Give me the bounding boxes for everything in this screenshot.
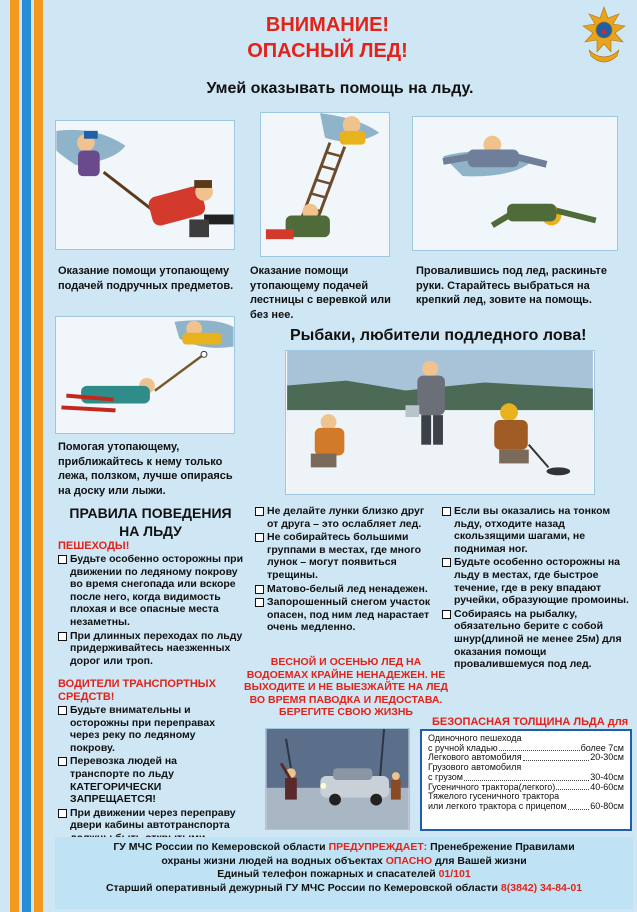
list-item: Запорошенный снегом участок опасен, под ним лед нарастает очень медленно. <box>255 596 435 634</box>
leader-dots <box>464 773 589 781</box>
row-value: 30-40см <box>590 771 624 782</box>
safe-thickness-table <box>420 729 632 831</box>
caption-branch: Оказание помощи утопающему подачей подручных предметов. <box>58 265 234 292</box>
footer-danger: ОПАСНО <box>385 854 433 867</box>
illustration-fishermen <box>285 350 595 495</box>
leader-dots <box>523 753 590 761</box>
footer-line2-a: охраны жизни людей на водных объектах <box>161 854 383 867</box>
list-item: При движении через переправу двери кабины автотранспорта <box>58 807 238 845</box>
footer-phone-label: Единый телефон пожарных и спасателей <box>217 868 436 880</box>
footer-warns: ПРЕДУПРЕЖДАЕТ: <box>328 841 428 853</box>
illustration-branch-rescue <box>55 120 235 250</box>
list-item: При длинных переходах по льду придерживайтесь наезженных дорог или троп. <box>58 630 248 668</box>
footer-line2-b: для Вашей жизни <box>434 854 527 867</box>
table-row: Одиночного пешехода <box>428 733 522 743</box>
footer-duty-phone: 8(3842) 34-84-01 <box>500 881 583 894</box>
footer-line-1 <box>55 841 633 855</box>
stripe-orange <box>10 0 19 912</box>
table-row <box>428 802 624 812</box>
caption-ski: Помогая утопающему, приближайтесь к нему только лежа, ползком, лучше опираясь на доску или лыжи. <box>58 441 233 497</box>
footer-line-4 <box>55 882 633 896</box>
list-item: Собираясь на рыбалку, обязательно берите с собой шнур(длиной не менее 25м) для оказания помощи провалившемуся под лед. <box>442 608 632 671</box>
footer <box>55 837 633 909</box>
list-item: Будьте особенно осторожны на льду в местах, где быстрое течение, где в реку впадают ручейки, образующие промоины. <box>442 556 632 606</box>
season-warning: ВЕСНОЙ И ОСЕНЬЮ ЛЕД НА ВОДОЕМАХ КРАЙНЕ НЕНАДЕЖЕН. НЕ ВЫХОДИТЕ И НЕ ВЫЕЗЖАЙТЕ НА ЛЕД ВО ВРЕМЯ ПАВОДКА И ЛЕДОСТАВА. БЕРЕГИТЕ СВОЮ ЖИЗНЬ <box>243 656 449 719</box>
list-item: Перевозка людей на транспорте по льду КАТЕГОРИЧЕСКИ ЗАПРЕЩАЕТСЯ! <box>58 755 238 805</box>
row-label: Легкового автомобиля <box>428 752 522 763</box>
illustration-spread-arms <box>412 116 618 251</box>
mchs-emblem-icon <box>575 4 633 70</box>
row-label: с ручной кладью <box>428 742 498 753</box>
table-row: Тяжелого гусеничного трактора <box>428 791 560 802</box>
fishermen-title: Рыбаки, любители подледного лова! <box>290 327 587 344</box>
footer-line-3 <box>55 868 633 882</box>
middle-rules-list <box>255 505 435 635</box>
illustration-car-on-ice <box>265 728 410 830</box>
row-label: или легкого трактора с прицепом <box>428 800 567 811</box>
rules-title: ПРАВИЛА ПОВЕДЕНИЯ НА ЛЬДУ <box>69 505 232 539</box>
list-item: Если вы оказались на тонком льду, отходите назад скользящими шагами, не поднимая ног. <box>442 505 632 555</box>
right-rules-list <box>442 505 632 672</box>
row-label: Гусеничного трактора(легкого) <box>428 781 556 792</box>
title-line-1: ВНИМАНИЕ! <box>265 14 390 36</box>
footer-line1-tail: Пренебрежение Правилами <box>430 841 575 853</box>
row-value: 40-60см <box>590 781 624 792</box>
pedestrians-list <box>58 553 248 668</box>
footer-phone: 01/101 <box>438 868 471 880</box>
row-value: более 7см <box>580 742 624 753</box>
list-item: Матово-белый лед ненадежен. <box>255 583 435 596</box>
list-item: Не собирайтесь большими группами в местах, где много лунок – могут появиться трещины. <box>255 531 435 581</box>
poster-title <box>200 12 455 64</box>
drivers-label: ВОДИТЕЛИ ТРАНСПОРТНЫХ СРЕДСТВ! <box>58 678 216 703</box>
stripe-orange-2 <box>34 0 43 912</box>
illustration-ladder-rescue <box>260 112 390 257</box>
subtitle: Умей оказывать помощь на льду. <box>206 80 474 97</box>
caption-spread-arms: Провалившись под лед, раскиньте руки. Старайтесь выбраться на крепкий лед, зовите на помощь. <box>416 265 607 306</box>
footer-org: ГУ МЧС России по Кемеровской области <box>113 841 326 853</box>
illustration-ski-rescue <box>55 316 235 434</box>
leader-dots <box>568 802 590 810</box>
title-line-2: ОПАСНЫЙ ЛЕД! <box>247 40 408 62</box>
safe-thickness-title: БЕЗОПАСНАЯ ТОЛЩИНА ЛЬДА для <box>432 716 629 728</box>
side-stripes <box>0 0 50 912</box>
row-value: 60-80см <box>590 800 624 811</box>
row-label: с грузом <box>428 771 463 782</box>
list-item: Будьте особенно осторожны при движении по ледяному покрову во время снегопада или вскоре после него, когда видимость плохая и все опасные места незаметны. <box>58 553 248 629</box>
footer-duty-label: Старший оперативный дежурный ГУ МЧС России по Кемеровской области <box>105 881 498 894</box>
footer-line-2 <box>55 855 633 869</box>
table-row: Грузового автомобиля <box>428 762 522 773</box>
list-item: Не делайте лунки близко друг от друга – это ослабляет лед. <box>255 505 435 530</box>
list-item: Будьте внимательны и осторожны при переправах через реку по ледяному покрову. <box>58 704 238 754</box>
leader-dots <box>556 783 589 791</box>
drivers-list <box>58 704 238 846</box>
stripe-blue <box>22 0 31 912</box>
pedestrians-label: ПЕШЕХОДЫ! <box>58 540 130 552</box>
caption-ladder: Оказание помощи утопающему подачей лестницы с веревкой или без нее. <box>250 265 391 321</box>
leader-dots <box>499 744 580 752</box>
row-value: 20-30см <box>590 752 624 763</box>
